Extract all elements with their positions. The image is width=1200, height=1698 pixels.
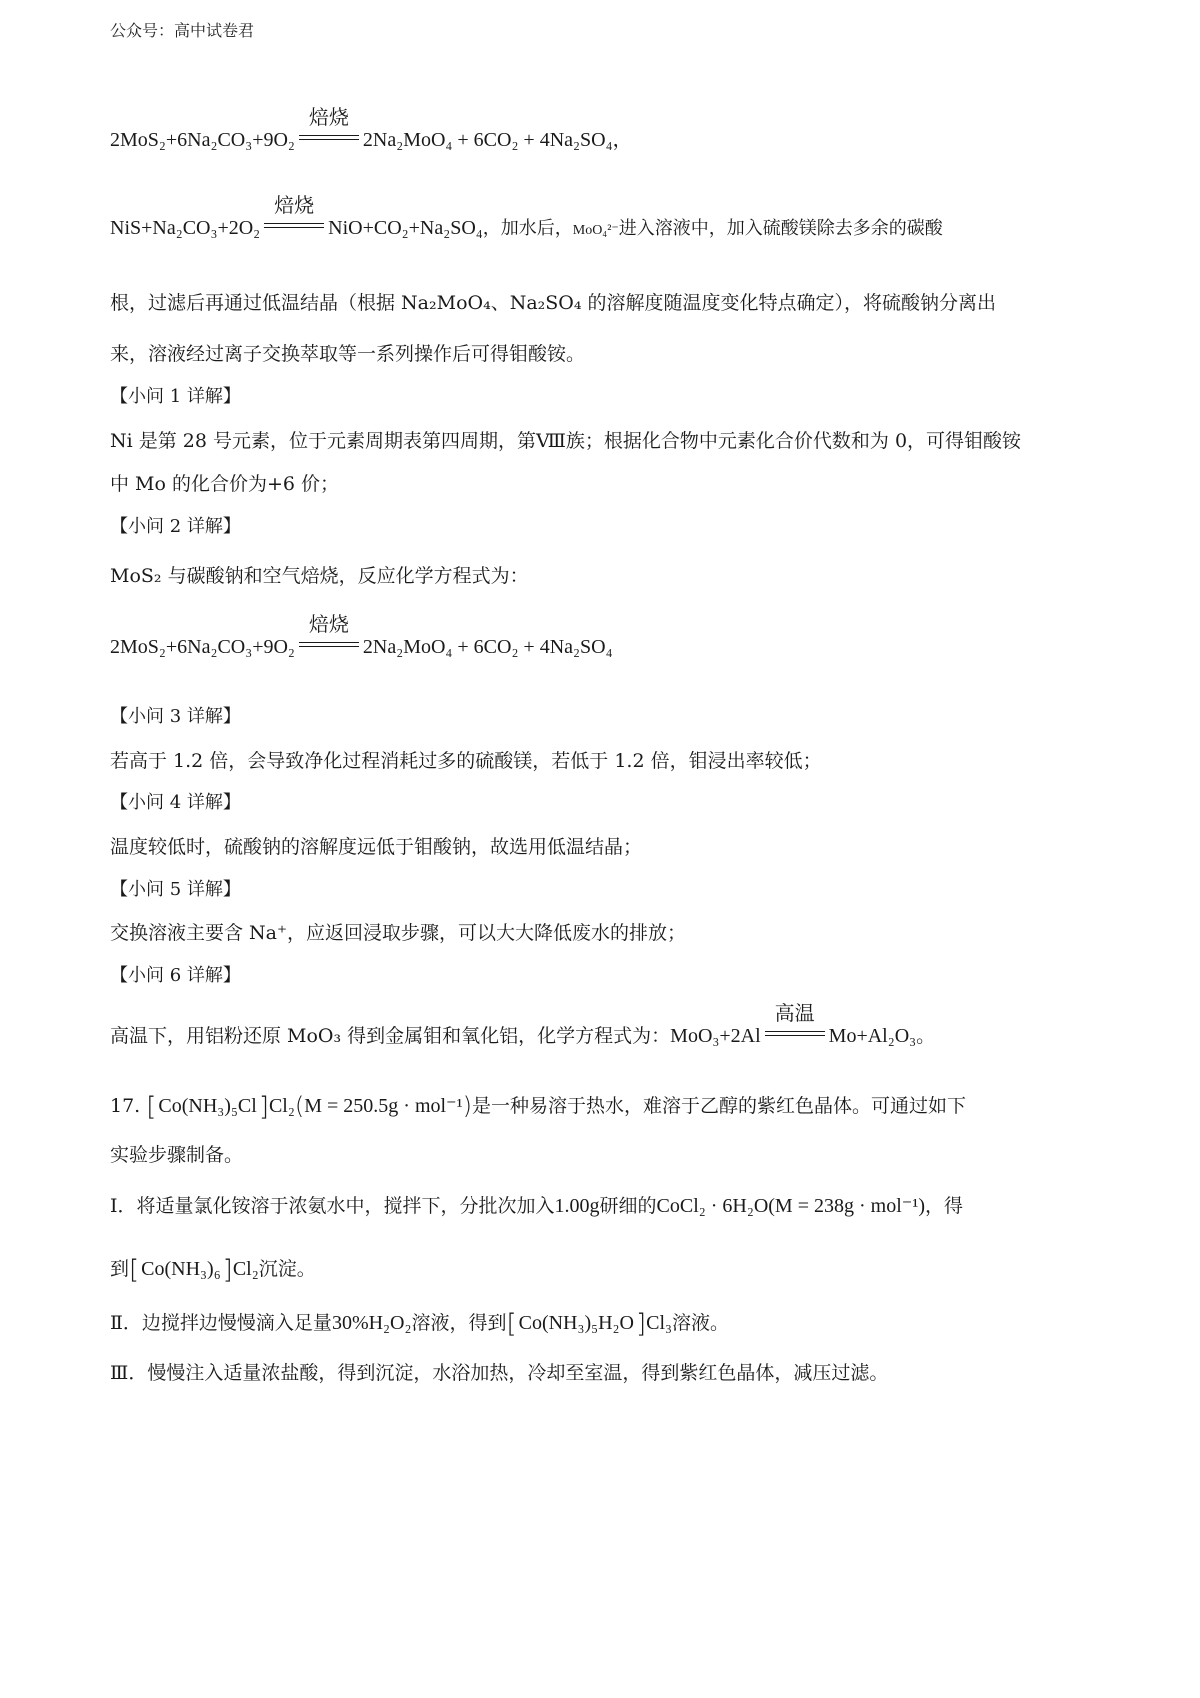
equation-roast-mos2-repeat xyxy=(110,612,613,660)
subquestion-5-body: 交换溶液主要含 Na⁺，应返回浸取步骤，可以大大降低废水的排放； xyxy=(110,922,687,944)
bracket-close: ] xyxy=(635,1309,647,1339)
reaction-condition-arrow xyxy=(299,105,359,144)
text: 将适量氯化铵溶于浓氨水中，搅拌下，分批次加入 xyxy=(136,1195,555,1217)
text: 高温下，用铝粉还原 MoO₃ 得到金属钼和氧化铝，化学方程式为： xyxy=(110,1025,671,1047)
reaction-condition-arrow xyxy=(264,193,324,232)
paren-open: ( xyxy=(294,1092,305,1120)
condition-label: 高温 xyxy=(774,1001,815,1025)
reagent-h2o2: 30%H₂O₂ xyxy=(331,1312,412,1334)
equation-roast-mos2 xyxy=(110,105,633,153)
text: 溶液。 xyxy=(672,1312,730,1334)
subquestion-1-body: 中 Mo 的化合价为+6 价； xyxy=(110,473,340,495)
text: 沉淀。 xyxy=(258,1258,316,1280)
chloride: Cl₃ xyxy=(646,1312,672,1334)
text: 边搅拌边慢慢滴入足量 xyxy=(141,1312,332,1334)
text: 研细的 xyxy=(599,1195,657,1217)
step-1-cont xyxy=(110,1255,316,1285)
eq-lhs: MoO₃+2Al xyxy=(670,1025,761,1047)
paragraph-line: 根，过滤后再通过低温结晶（根据 Na₂MoO₄、Na₂SO₄ 的溶解度随温度变化特点确定），将硫酸钠分离出 xyxy=(110,292,997,314)
page-header: 公众号：高中试卷君 xyxy=(110,21,255,40)
text: 是一种易溶于热水，难溶于乙醇的紫红色晶体。可通过如下 xyxy=(471,1095,966,1117)
paragraph-line: 来，溶液经过离子交换萃取等一系列操作后可得钼酸铵。 xyxy=(110,343,586,365)
mass-value: 1.00g xyxy=(554,1195,600,1217)
text: ，加水后， xyxy=(482,218,573,238)
condition-label: 焙烧 xyxy=(308,105,349,129)
bracket-close: ] xyxy=(258,1092,269,1122)
paren-close: ) xyxy=(462,1092,472,1120)
condition-label: 焙烧 xyxy=(274,193,315,217)
step-label: Ⅱ． xyxy=(110,1312,142,1334)
subquestion-1-heading: 【小问 1 详解】 xyxy=(110,386,241,407)
problem-number: 17. xyxy=(110,1095,141,1117)
eq-rhs: 2Na₂MoO₄ + 6CO₂ + 4Na₂SO₄ xyxy=(362,129,613,151)
subquestion-2-heading: 【小问 2 详解】 xyxy=(110,516,241,537)
chloride: Cl₂ xyxy=(232,1258,259,1280)
ion-molybdate: MoO₄²⁻ xyxy=(572,223,619,238)
step-label: Ⅲ． xyxy=(110,1362,148,1384)
subquestion-3-body: 若高于 1.2 倍，会导致净化过程消耗过多的硫酸镁，若低于 1.2 倍，钼浸出率较低； xyxy=(110,750,822,772)
bracket-open: [ xyxy=(146,1092,157,1122)
eq-rhs: NiO+CO₂+Na₂SO₄ xyxy=(328,217,483,239)
text: 进入溶液中，加入硫酸镁除去多余的碳酸 xyxy=(618,218,943,238)
complex-formula: Co(NH₃)₅Cl xyxy=(158,1095,257,1117)
punct: ， xyxy=(612,129,633,151)
eq-rhs: 2Na₂MoO₄ + 6CO₂ + 4Na₂SO₄ xyxy=(362,636,613,658)
problem-17-statement xyxy=(110,1092,966,1122)
subquestion-6-heading: 【小问 6 详解】 xyxy=(110,965,241,986)
subquestion-1-body: Ni 是第 28 号元素，位于元素周期表第四周期，第Ⅷ族；根据化合物中元素化合价代数和为 0，可得钼酸铵 xyxy=(110,430,1022,452)
subquestion-5-heading: 【小问 5 详解】 xyxy=(110,879,241,900)
equation-roast-nis xyxy=(110,193,943,244)
bracket-close: ] xyxy=(222,1255,233,1285)
bracket-open: [ xyxy=(129,1255,140,1285)
complex-formula: Co(NH₃)₅H₂O xyxy=(518,1312,634,1334)
subquestion-4-body: 温度较低时，硫酸钠的溶解度远低于钼酸钠，故选用低温结晶； xyxy=(110,836,643,858)
reagent-formula: CoCl₂ · 6H₂O(M = 238g · mol⁻¹) xyxy=(656,1195,925,1217)
subquestion-4-heading: 【小问 4 详解】 xyxy=(110,792,241,813)
eq-lhs: 2MoS₂+6Na₂CO₃+9O₂ xyxy=(110,636,295,658)
bracket-open: [ xyxy=(506,1309,517,1339)
step-2 xyxy=(110,1309,730,1339)
subquestion-3-heading: 【小问 3 详解】 xyxy=(110,706,241,727)
subquestion-6-body xyxy=(110,1001,936,1049)
step-label: Ⅰ． xyxy=(110,1195,137,1217)
punct: 。 xyxy=(916,1025,936,1047)
text: 溶液，得到 xyxy=(411,1312,507,1334)
text: ，得 xyxy=(924,1195,963,1217)
reaction-condition-arrow xyxy=(299,612,359,651)
eq-lhs: 2MoS₂+6Na₂CO₃+9O₂ xyxy=(110,129,295,151)
step-3 xyxy=(110,1360,888,1386)
eq-rhs: Mo+Al₂O₃ xyxy=(828,1025,917,1047)
condition-label: 焙烧 xyxy=(308,612,349,636)
reaction-condition-arrow xyxy=(765,1001,825,1040)
text: 慢慢注入适量浓盐酸，得到沉淀，水浴加热，冷却至室温，得到紫红色晶体，减压过滤。 xyxy=(147,1362,889,1384)
molar-mass: M = 250.5g · mol⁻¹ xyxy=(304,1095,463,1117)
complex-formula: Co(NH₃)₆ xyxy=(141,1258,221,1280)
eq-lhs: NiS+Na₂CO₃+2O₂ xyxy=(110,217,261,239)
text: 到 xyxy=(110,1258,130,1280)
problem-17-statement-line2: 实验步骤制备。 xyxy=(110,1144,244,1166)
subquestion-2-body: MoS₂ 与碳酸钠和空气焙烧，反应化学方程式为： xyxy=(110,565,529,587)
chloride: Cl₂ xyxy=(268,1095,295,1117)
step-1 xyxy=(110,1193,963,1219)
